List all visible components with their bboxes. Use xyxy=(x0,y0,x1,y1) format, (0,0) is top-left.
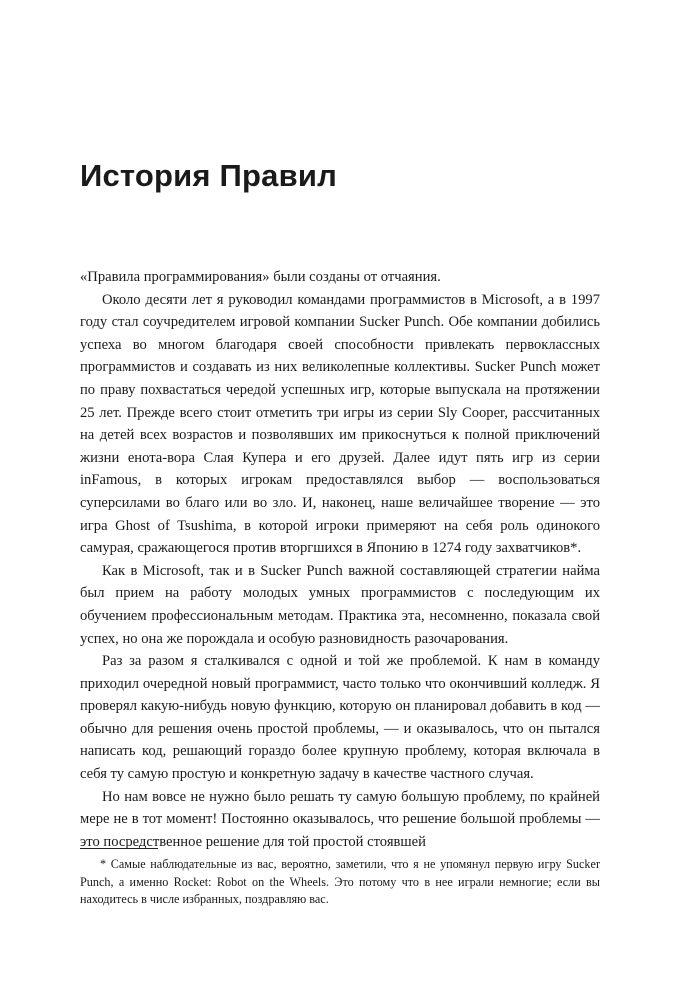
body-text xyxy=(80,266,600,853)
paragraph-2: Около десяти лет я руководил командами программистов в Microsoft, а в 1997 году стал соучредителем игровой компании Sucker Punch. Обе компании добились успеха во многом благодаря своей способности привлекать первоклассных программистов и создавать из них великолепные коллективы. Sucker Punch может по праву похвастаться чередой успешных игр, которые выпускала на протяжении 25 лет. Прежде всего стоит отметить три игры из серии Sly Cooper, рассчитанных на детей всех возрастов и позволявших им прикоснуться к полной приключений жизни енота-вора Слая Купера и его друзей. Далее идут пять игр из серии inFamous, в которых игрокам предоставлялся выбор — воспользоваться суперсилами во благо или во зло. И, наконец, наше величайшее творение — это игра Ghost of Tsushima, в которой игроки примеряют на себя роль одинокого самурая, сражающегося против вторгшихся в Японию в 1274 году захватчиков*. xyxy=(80,291,600,557)
footnote: * Самые наблюдательные из вас, вероятно, заметили, что я не упомянул первую игру Sucker Punch, а именно Rocket: Robot on the Wheels. Это потому что в нее играли немногие; если вы находитесь в числе избранных, поздравляю вас. xyxy=(80,857,600,906)
paragraph-4: Раз за разом я сталкивался с одной и той же проблемой. К нам в команду приходил очередной новый программист, часто только что окончивший колледж. Я проверял какую-нибудь новую функцию, которую он планировал добавить в код — обычно для решения очень простой проблемы, — и оказывалось, что он пытался написать код, решающий гораздо более крупную проблему, которая включала в себя ту самую простую и конкретную задачу в качестве частного случая. xyxy=(80,653,600,783)
paragraph-5: Но нам вовсе не нужно было решать ту самую большую проблему, по крайней мере не в тот момент! Постоянно оказывалось, что решение большой проблемы — это посредственное решение для той простой стоявшей xyxy=(80,788,600,850)
chapter-title: История Правил xyxy=(80,158,337,193)
paragraph-3: Как в Microsoft, так и в Sucker Punch важной составляющей стратегии найма был прием на работу молодых умных программистов с последующим их обучением профессиональным методам. Практика эта, несомненно, показала свой успех, но она же порождала и особую разновидность разочарования. xyxy=(80,562,600,647)
footnote-divider xyxy=(80,848,158,849)
paragraph-1: «Правила программирования» были созданы от отчаяния. xyxy=(80,269,441,285)
